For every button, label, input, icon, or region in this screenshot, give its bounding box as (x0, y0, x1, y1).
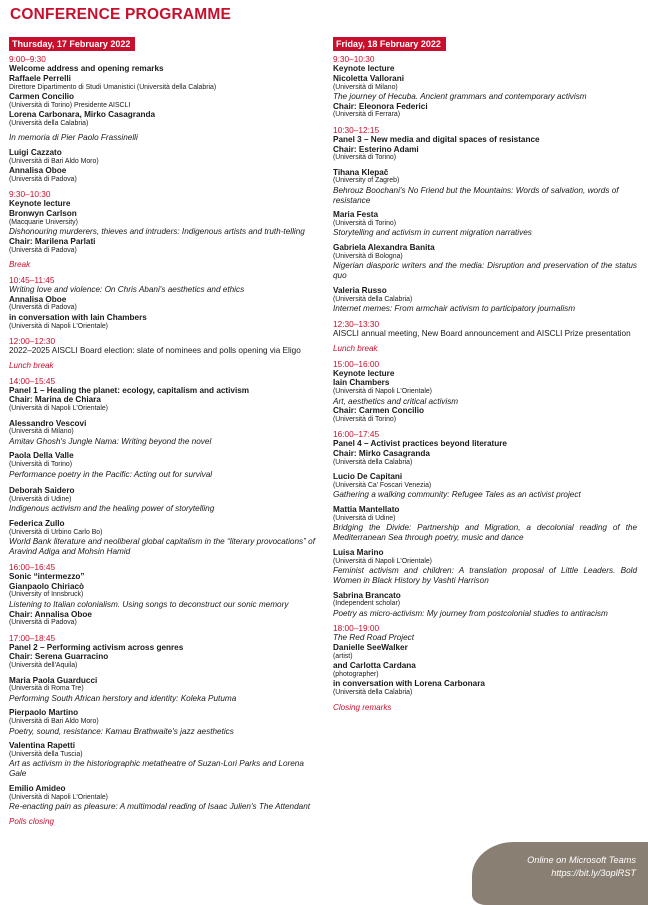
affiliation: (Università di Roma Tre) (9, 685, 84, 693)
speaker-name: Annalisa Oboe (9, 165, 67, 175)
speaker-name: Annalisa Oboe (9, 294, 67, 304)
programme-item (333, 210, 637, 238)
speaker-name: Carmen Concilio (9, 91, 75, 101)
affiliation: (Università della Calabria) (333, 295, 413, 303)
speaker-name: Sonic “intermezzo” (9, 571, 85, 581)
talk-title: Poetry as micro-activism: My journey from postcolonial studies to antiracism (333, 608, 608, 618)
programme-item (333, 429, 637, 467)
programme-item (333, 548, 637, 586)
talk-title: In memoria di Pier Paolo Frassinelli (9, 133, 138, 143)
programme-item (9, 336, 315, 356)
affiliation: (Università di Padova) (9, 175, 77, 183)
session-time: 12:00–12:30 (9, 335, 56, 346)
affiliation: (Università di Udine) (333, 514, 396, 522)
affiliation: (University of Innsbruck) (9, 591, 84, 599)
talk-title: Nigerian diasporic writers and the media: Disruption and preservation of the status quo (333, 261, 637, 281)
speaker-name: Deborah Saidero (9, 486, 75, 496)
affiliation: (photographer) (333, 671, 379, 679)
programme-item (9, 676, 315, 704)
talk-title: Performance poetry in the Pacific: Acting out for survival (9, 469, 213, 479)
affiliation: (Independent scholar) (333, 600, 401, 608)
talk-title: Art, aesthetics and critical activism (333, 396, 459, 406)
affiliation: (Università di Napoli L'Orientale) (333, 557, 432, 565)
speaker-name: Luigi Cazzato (9, 147, 62, 157)
affiliation: (Università di Padova) (9, 246, 77, 254)
programme-item (333, 319, 637, 339)
programme-list (9, 54, 315, 827)
affiliation: (Università di Bari Aldo Moro) (9, 157, 99, 165)
programme-item (333, 344, 637, 354)
speaker-name: Maria Festa (333, 210, 379, 220)
talk-title: Indigenous activism and the healing power of storytelling (9, 504, 215, 514)
day-column-friday (333, 34, 637, 718)
affiliation: (Università di Napoli L'Orientale) (9, 322, 108, 330)
speaker-name: Panel 3 – New media and digital spaces of resistance (333, 134, 540, 144)
talk-title: The Red Road Project (333, 633, 415, 643)
break-label: Break (9, 259, 31, 269)
affiliation: (Università di Milano) (333, 83, 398, 91)
affiliation: Direttore Dipartimento di Studi Umanistici (Università della Calabria) (9, 83, 217, 91)
affiliation: (Università di Napoli L'Orientale) (333, 388, 432, 396)
speaker-name: Chair: Annalisa Oboe (9, 609, 92, 619)
speaker-name: Chair: Marina de Chiara (9, 395, 101, 405)
session-time: 9:00–9:30 (9, 54, 46, 64)
speaker-name: Chair: Eleonora Federici (333, 101, 428, 111)
speaker-name: Paola Della Valle (9, 451, 74, 461)
affiliation: (Università di Padova) (9, 619, 77, 627)
speaker-name: Panel 1 – Healing the planet: ecology, capitalism and activism (9, 385, 250, 395)
talk-title: Behrouz Boochani's No Friend but the Mountains: Words of salvation, words of resistance (333, 185, 619, 205)
programme-item (9, 817, 315, 827)
talk-title: Gathering a walking community: Refugee Tales as an activist project (333, 490, 581, 500)
programme-item (9, 361, 315, 371)
programme-item (9, 376, 315, 414)
speaker-name: Tihana Klepač (333, 167, 389, 177)
affiliation: (Università di Urbino Carlo Bo) (9, 528, 103, 536)
speaker-name: Keynote lecture (9, 199, 71, 209)
text-line: 2022–2025 AISCLI Board election: slate of nominees and polls opening via Eligo (9, 345, 301, 355)
day-header: Friday, 18 February 2022 (333, 37, 446, 51)
session-time: 15:00–16:00 (333, 358, 380, 369)
affiliation: (Università di Padova) (9, 304, 77, 312)
affiliation: (University of Zagreb) (333, 177, 400, 185)
affiliation: (Università di Bologna) (333, 253, 403, 261)
speaker-name: Bronwyn Carlson (9, 208, 77, 218)
speaker-name: Panel 2 – Performing activism across genres (9, 642, 184, 652)
speaker-name: Panel 4 – Activist practices beyond literature (333, 439, 507, 449)
session-time: 9:30–10:30 (333, 54, 375, 64)
affiliation: (Università Ca' Foscari Venezia) (333, 482, 432, 490)
affiliation: (Università di Ferrara) (333, 111, 401, 119)
talk-title: Internet memes: From armchair activism to participatory journalism (333, 304, 576, 314)
speaker-name: in conversation with Iain Chambers (9, 312, 147, 322)
programme-item (333, 505, 637, 543)
speaker-name: Nicoletta Vallorani (333, 73, 404, 83)
session-time: 14:00–15:45 (9, 375, 56, 386)
talk-title: Storytelling and activism in current migration narratives (333, 228, 532, 238)
programme-item (9, 784, 315, 812)
speaker-name: Alessandro Vescovi (9, 418, 87, 428)
programme-item (333, 54, 637, 120)
affiliation: (Università della Tuscia) (9, 751, 83, 759)
day-column-thursday (9, 34, 315, 832)
online-platform: Online on Microsoft Teams (527, 855, 636, 865)
affiliation: (Macquarie University) (9, 218, 78, 226)
speaker-name: Luisa Marino (333, 547, 384, 557)
affiliation: (Università di Napoli L'Orientale) (9, 405, 108, 413)
talk-title: Bridging the Divide: Partnership and Migration, a decolonial reading of the Mediterranean Sea through poetry, music and dance (333, 523, 637, 543)
talk-title: Amitav Ghosh's Jungle Nama: Writing beyond the novel (9, 436, 212, 446)
programme-item (9, 708, 315, 736)
programme-item (9, 741, 315, 779)
day-header: Thursday, 17 February 2022 (9, 37, 135, 51)
programme-item (9, 260, 315, 270)
programme-item (9, 633, 315, 671)
break-label: Lunch break (9, 360, 54, 370)
session-time: 17:00–18:45 (9, 632, 56, 643)
talk-title: Listening to Italian colonialism. Using songs to deconstruct our sonic memory (9, 599, 289, 609)
talk-title: Feminist activism and children: A translation proposal of Little Leaders. Bold Women in Black History by Vashti Harrison (333, 565, 637, 585)
affiliation: (Università della Calabria) (9, 119, 89, 127)
programme-item (333, 591, 637, 619)
speaker-name: Chair: Serena Guarracino (9, 652, 109, 662)
affiliation: (Università dell'Aquila) (9, 662, 78, 670)
speaker-name: and Carlotta Cardana (333, 661, 416, 671)
programme-item (9, 486, 315, 514)
affiliation: (Università della Calabria) (333, 689, 413, 697)
affiliation: (Università di Torino) (333, 416, 397, 424)
programme-item (9, 519, 315, 557)
talk-title: Writing love and violence: On Chris Abani's aesthetics and ethics (9, 284, 245, 294)
affiliation: (Università di Torino) (333, 220, 397, 228)
affiliation: (Università della Calabria) (333, 459, 413, 466)
session-time: 10:30–12:15 (333, 124, 380, 135)
speaker-name: Gianpaolo Chiriacò (9, 581, 85, 591)
break-label: Closing remarks (333, 702, 392, 712)
programme-item (9, 451, 315, 479)
programme-item (333, 703, 637, 713)
speaker-name: Chair: Marilena Parlati (9, 236, 96, 246)
talk-title: Performing South African herstory and identity: Koleka Putuma (9, 693, 237, 703)
speaker-name: Emilio Amideo (9, 784, 66, 794)
talk-title: World Bank literature and neoliberal global capitalism in the “literary provocations” of Aravind Adiga and Mohsin Hamid (9, 537, 315, 557)
talk-title: Dishonouring murderers, thieves and intruders: Indigenous artists and truth-telling (9, 226, 305, 236)
affiliation: (Università di Torino) (333, 154, 397, 162)
talk-title: Art as activism in the historiographic metatheatre of Suzan-Lori Parks and Lorena Gale (9, 759, 304, 779)
talk-title: The journey of Hecuba. Ancient grammars and contemporary activism (333, 91, 587, 101)
online-link[interactable]: https://bit.ly/3oplRST (551, 868, 636, 878)
programme-item (9, 419, 315, 447)
talk-title: Poetry, sound, resistance: Kamau Brathwaite's jazz aesthetics (9, 726, 234, 736)
programme-item (9, 148, 315, 184)
speaker-name: Lorena Carbonara, Mirko Casagranda (9, 109, 156, 119)
speaker-name: Iain Chambers (333, 378, 390, 388)
online-badge (472, 842, 648, 905)
speaker-name: Mattia Mantellato (333, 505, 400, 515)
speaker-name: Raffaele Perrelli (9, 73, 71, 83)
break-label: Lunch break (333, 343, 378, 353)
programme-list (333, 54, 637, 713)
text-line: AISCLI annual meeting, New Board announcement and AISCLI Prize presentation (333, 328, 631, 338)
programme-item (9, 54, 315, 128)
speaker-name: Valeria Russo (333, 285, 387, 295)
programme-item (333, 243, 637, 281)
programme-item (9, 275, 315, 331)
affiliation: (Università di Napoli L'Orientale) (9, 793, 108, 801)
programme-item (9, 189, 315, 255)
programme-item (9, 562, 315, 628)
affiliation: (artist) (333, 653, 353, 661)
speaker-name: Valentina Rapetti (9, 741, 75, 751)
affiliation: (Università di Torino) Presidente AISCLI (9, 101, 131, 109)
affiliation: (Università di Torino) (9, 461, 73, 469)
affiliation: (Università di Milano) (9, 428, 74, 436)
speaker-name: Chair: Esterino Adami (333, 144, 419, 154)
speaker-name: Pierpaolo Martino (9, 708, 79, 718)
speaker-name: Sabrina Brancato (333, 590, 401, 600)
session-time: 16:00–17:45 (333, 429, 380, 440)
break-label: Polls closing (9, 816, 54, 826)
speaker-name: Danielle SeeWalker (333, 643, 408, 653)
speaker-name: Welcome address and opening remarks (9, 64, 164, 73)
programme-item (333, 168, 637, 206)
speaker-name: Lucio De Capitani (333, 472, 403, 482)
talk-title: Re-enacting pain as pleasure: A multimodal reading of Isaac Julien's The Attendant (9, 802, 311, 812)
speaker-name: Gabriela Alexandra Banita (333, 243, 435, 253)
session-time: 10:45–11:45 (9, 274, 55, 285)
programme-item (333, 125, 637, 163)
session-time: 16:00–16:45 (9, 561, 56, 572)
speaker-name: Chair: Carmen Concilio (333, 406, 424, 416)
speaker-name: in conversation with Lorena Carbonara (333, 679, 485, 689)
programme-item (333, 359, 637, 425)
programme-item (9, 133, 315, 143)
speaker-name: Keynote lecture (333, 368, 395, 378)
programme-item (333, 623, 637, 697)
programme-item (333, 286, 637, 314)
speaker-name: Maria Paola Guarducci (9, 675, 98, 685)
programme-item (333, 472, 637, 500)
speaker-name: Chair: Mirko Casagranda (333, 449, 430, 459)
affiliation: (Università di Bari Aldo Moro) (9, 718, 99, 726)
speaker-name: Federica Zullo (9, 519, 65, 529)
session-time: 18:00–19:00 (333, 623, 380, 634)
affiliation: (Università di Udine) (9, 496, 72, 504)
session-time: 9:30–10:30 (9, 189, 51, 200)
page-title: CONFERENCE PROGRAMME (10, 6, 232, 23)
session-time: 12:30–13:30 (333, 318, 380, 329)
speaker-name: Keynote lecture (333, 64, 395, 73)
